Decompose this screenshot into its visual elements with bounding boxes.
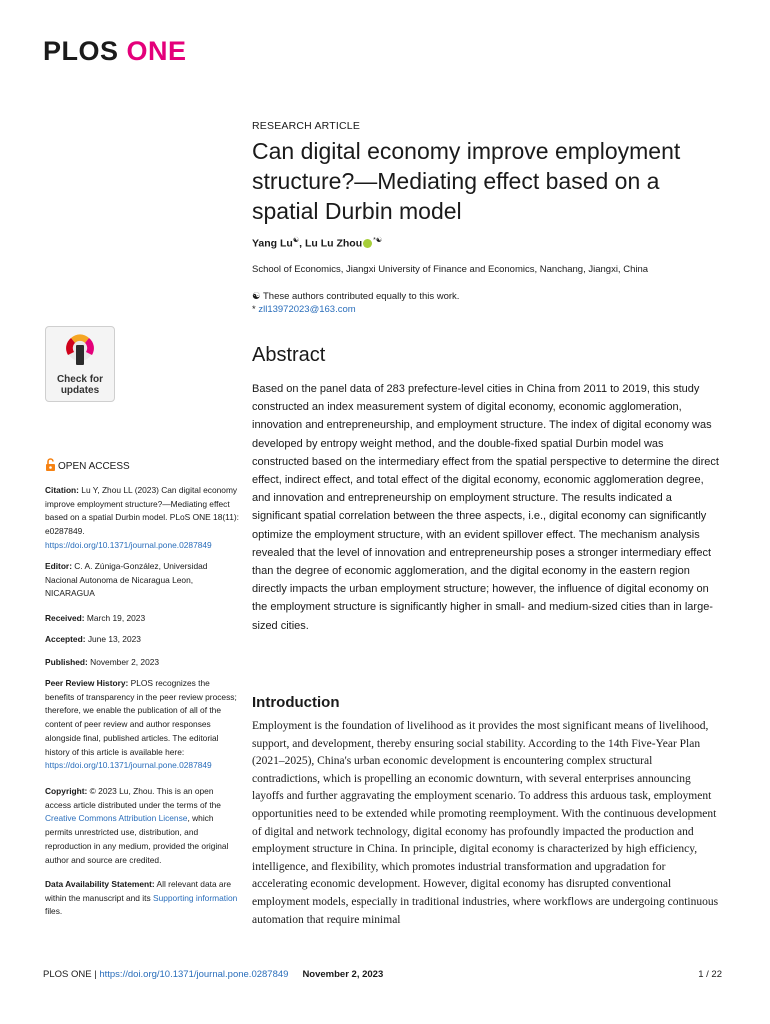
logo-plos: PLOS (43, 36, 119, 66)
author-notes (252, 290, 722, 316)
logo-one: ONE (126, 36, 187, 66)
peer-review-block: Peer Review History: PLOS recognizes the benefits of transparency in the peer review process; therefore, we enable the publication of all of the content of peer review and author responses alongside final, published articles. The editorial history of this article is available here: https://doi.org/10.1371/journal.pone.0287849 (45, 678, 237, 771)
orcid-icon[interactable] (363, 239, 372, 248)
abstract-text: Based on the panel data of 283 prefecture-level cities in China from 2011 to 2019, this study constructed an index measurement system of digital economy, economic agglomeration, innovation and entrepreneurship, and employment structure. The index of digital economy was developed by entropy weight method, and the double-fixed spatial Durbin model was constructed based on the intermediary effect from the spatial perspective to determine the direct effect, indirect effect, and total effect of the digital economy, economic agglomeration degree, and innovation and entrepreneurship on employment structure. The results indicated a significant spatial correlation between the three aspects, i.e., digital economy can significantly optimize the employment structure, with an evident spillover effect. The mechanism analysis revealed that the level of innovation and entrepreneurship poses a stronger intermediary effect than the degree of economic agglomeration, and the digital economy in the eastern region directly impacts the urban employment structure; however, the influence of digital economy on the employment structure is significantly higher in small- and medium-sized cities than in large-sized cities. (252, 383, 719, 632)
footer-date: November 2, 2023 (302, 969, 384, 980)
citation-block: Citation: Lu Y, Zhou LL (2023) Can digital economy improve employment structure?—Mediating effect based on a spatial Durbin model. PLoS ONE 18(11): e0287849. https://doi.org/10.1371/journal.pone.0287849 (45, 485, 239, 550)
page-number: 1 / 22 (698, 969, 722, 980)
published-date: Published: November 2, 2023 (45, 657, 160, 667)
author-name[interactable]: Lu Lu Zhou (304, 237, 363, 250)
peer-review-link[interactable]: https://doi.org/10.1371/journal.pone.0287849 (45, 760, 212, 771)
affiliation: School of Economics, Jiangxi University of Finance and Economics, Nanchang, Jiangxi, China (252, 264, 649, 275)
footer-journal: PLOS ONE (43, 969, 92, 980)
corresponding-mark: * (252, 304, 259, 315)
received-date: Received: March 19, 2023 (45, 613, 146, 623)
check-for-updates-label: Check for updates (56, 374, 104, 396)
editor-block: Editor: C. A. Zúniga-González, Universidad Nacional Autonoma de Nicaragua Leon, NICARAGUA (45, 561, 208, 599)
corresponding-note (252, 303, 722, 316)
abstract-heading: Abstract (252, 344, 326, 366)
author-name[interactable]: Yang Lu (252, 237, 293, 250)
equal-contribution-mark: ☯ (292, 237, 300, 244)
check-for-updates-icon (63, 333, 97, 367)
introduction-heading: Introduction (252, 694, 340, 711)
copyright-block: Copyright: © 2023 Lu, Zhou. This is an open access article distributed under the terms of the Creative Commons Attribution License, which permits unrestricted use, distribution, and reproduction in any medium, provided the original author and source are credited. (45, 786, 229, 865)
data-availability-block: Data Availability Statement: All relevant data are within the manuscript and its Supporting information files. (45, 879, 238, 917)
introduction-text: Employment is the foundation of livelihood as it provides the most significant means of livelihood, support, and development, thereby ensuring social stability. According to the 14th Five-Year Plan (2021–2025), China's urban economic development is encountering complex structural contradictions, which is propelling an economic downturn, with several enterprises announcing layoffs and further aggravating the employment scenario. To address this arduous task, employment opportunities need to be extended while promoting reemployment. With the continuous development of digital and network technology, digital economy has profoundly impacted the production and employment structure in China. In principle, digital economy is characterized by high efficiency, intelligence, and flexibility, which promotes industrial transformation and upgradation for accelerating economic development. However, digital economy has disrupted conventional employment models, especially in traditional industries, where workflows are undergoing continuous automation that require minimal (252, 720, 719, 926)
page-footer (43, 969, 722, 980)
email-link[interactable]: zll13972023@163.com (258, 304, 356, 315)
supporting-info-link[interactable]: Supporting information (153, 892, 238, 903)
author-list (252, 236, 722, 250)
check-for-updates-badge[interactable] (45, 326, 115, 402)
author-separator: , (299, 237, 305, 250)
footer-doi-link[interactable]: https://doi.org/10.1371/journal.pone.0287849 (99, 969, 289, 980)
journal-logo (43, 36, 187, 67)
article-title: Can digital economy improve employment structure?—Mediating effect based on a spatial Durbin model (252, 138, 681, 224)
license-link[interactable]: Creative Commons Attribution License (45, 813, 188, 824)
citation-doi-link[interactable]: https://doi.org/10.1371/journal.pone.0287849 (45, 539, 212, 550)
corresponding-mark: *☯ (373, 237, 383, 244)
article-type: RESEARCH ARTICLE (252, 120, 361, 132)
open-access-label: OPEN ACCESS (45, 458, 239, 474)
equal-contribution-note: ☯ These authors contributed equally to this work. (252, 291, 460, 302)
accepted-date: Accepted: June 13, 2023 (45, 634, 141, 644)
open-lock-icon (45, 458, 56, 471)
footer-left: PLOS ONE | https://doi.org/10.1371/journal.pone.0287849 November 2, 2023 (43, 969, 384, 980)
